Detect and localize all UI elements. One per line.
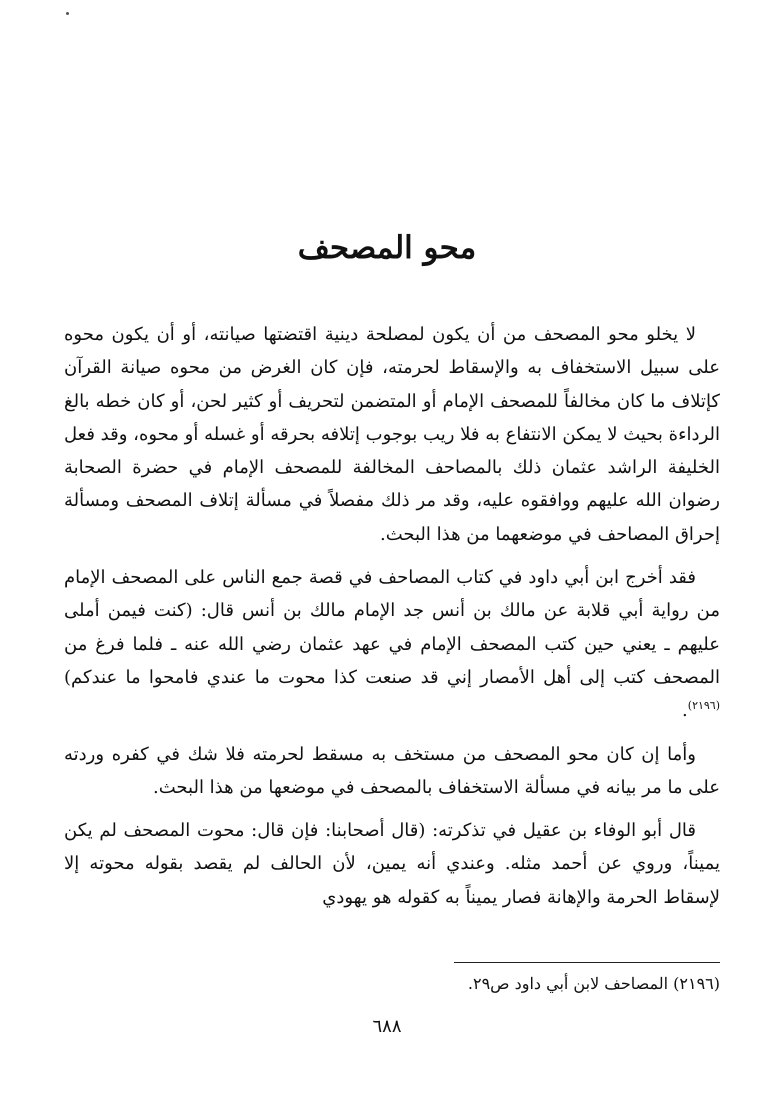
paragraph-3 <box>64 738 720 805</box>
paragraph-2 <box>64 561 720 727</box>
paragraph-2-end: . <box>682 700 688 722</box>
footnote-reference: (٢١٩٦) <box>687 699 720 713</box>
corner-speck <box>66 12 69 15</box>
page-number: ٦٨٨ <box>372 1016 402 1037</box>
footnote: (٢١٩٦) المصاحف لابن أبي داود ص٢٩. <box>467 974 720 993</box>
paragraph-3-text: وأما إن كان محو المصحف من مستخف به مسقط لحرمته فلا شك في كفره وردته على ما مر بيانه في مسألة الاستخفاف بالمصحف في موضعها من هذا البحث. <box>64 743 720 798</box>
paragraph-4 <box>64 814 720 914</box>
body-text <box>64 318 720 924</box>
footnote-divider <box>454 962 720 963</box>
paragraph-1 <box>64 318 720 551</box>
paragraph-2-text: فقد أخرج ابن أبي داود في كتاب المصاحف في قصة جمع الناس على المصحف الإمام من رواية أبي قلابة عن مالك بن أنس جد الإمام مالك بن أنس قال: (كنت فيمن أملى عليهم ـ يعني حين كتب المصحف الإمام في عهد عثمان رضي الله عنه ـ فلما فرغ من المصحف كتب إلى أهل الأمصار إني قد صنعت كذا محوت ما عندي فامحوا ما عندكم) <box>64 567 720 688</box>
paragraph-1-text: لا يخلو محو المصحف من أن يكون لمصلحة دينية اقتضتها صيانته، أو أن يكون محوه على سبيل الاستخفاف به والإسقاط لحرمته، فإن كان الغرض من محوه صيانة القرآن كإتلاف ما كان مخالفاً للمصحف الإمام أو المتضمن لتحريف أو كثير لحن، أو كان خطه بالغ الرداءة بحيث لا يمكن الانتفاع به فلا ريب بوجوب إتلافه بحرقه أو غسله أو محوه، وقد فعل الخليفة الراشد عثمان ذلك بالمصاحف المخالفة للمصحف الإمام في حضرة الصحابة رضوان الله عليهم ووافقوه عليه، وقد مر ذلك مفصلاً في مسألة إتلاف المصحف ومسألة إحراق المصاحف في موضعهما من هذا البحث. <box>64 324 720 545</box>
page-title: محو المصحف <box>297 230 477 266</box>
paragraph-4-text: قال أبو الوفاء بن عقيل في تذكرته: (قال أصحابنا: فإن قال: محوت المصحف لم يكن يميناً، وروي عن أحمد مثله. وعندي أنه يمين، لأن الحالف لم يقصد بقوله محوته إلا لإسقاط الحرمة والإهانة فصار يميناً به كقوله هو يهودي <box>64 820 720 908</box>
